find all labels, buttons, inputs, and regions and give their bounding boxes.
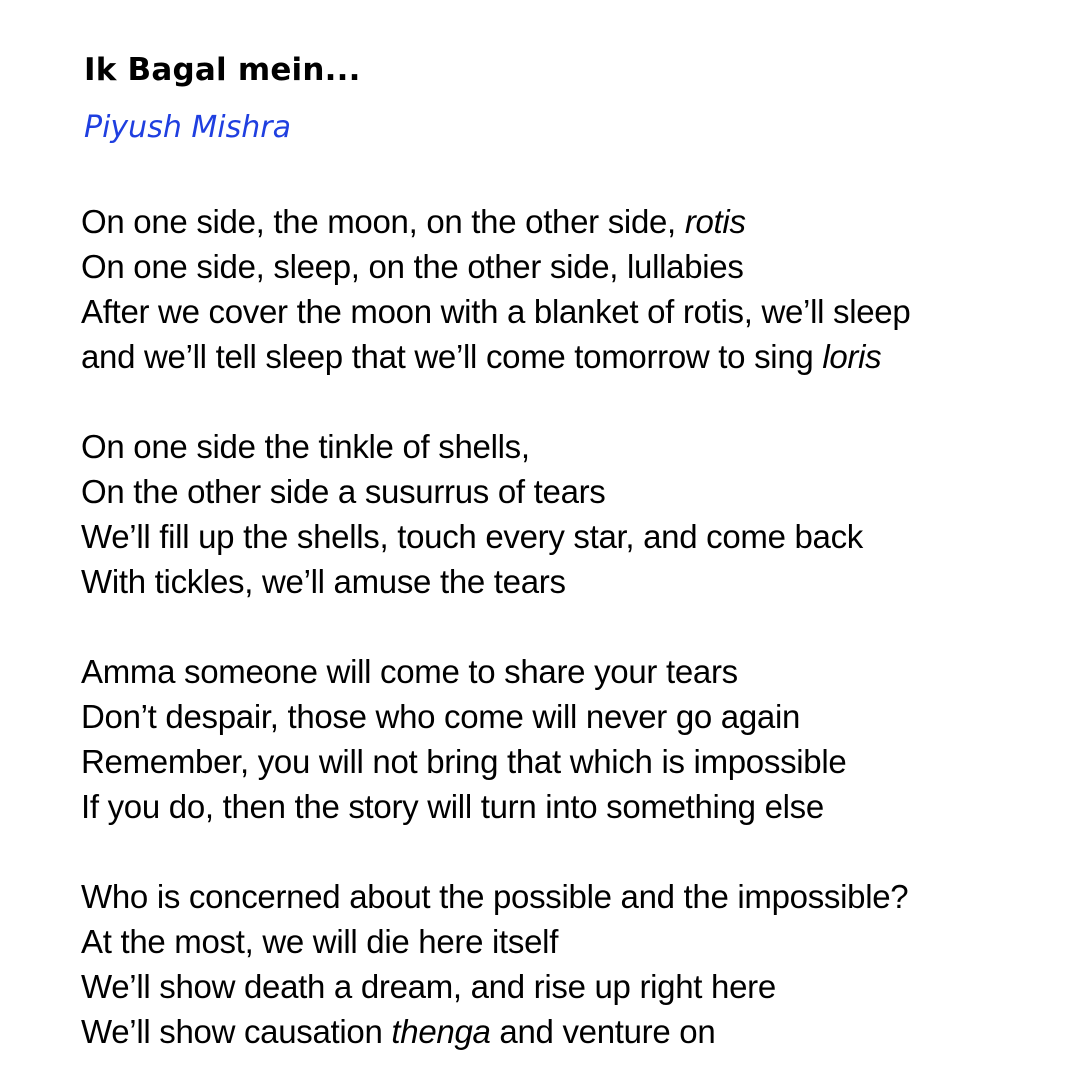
poem-line: After we cover the moon with a blanket of rotis, we’ll sleep [81,293,911,330]
italic-word: thenga [391,1013,491,1050]
line-text: We’ll show causation [81,1013,392,1050]
italic-word: loris [822,338,882,375]
stanza-1 [81,199,1071,379]
poem-line: At the most, we will die here itself [81,923,559,960]
poem-line: With tickles, we’ll amuse the tears [81,563,566,600]
line-text: On one side, the moon, on the other side, [81,203,685,240]
line-text-after: and venture on [490,1013,716,1050]
poem-line [81,199,1071,244]
poem-line: If you do, then the story will turn into something else [81,788,824,825]
line-text: and we’ll tell sleep that we’ll come tomorrow to sing [81,338,823,375]
poem-line [81,1009,1071,1054]
poem-line: We’ll show death a dream, and rise up right here [81,968,776,1005]
italic-word: rotis [684,203,746,240]
poem-line: On the other side a susurrus of tears [81,473,606,510]
poem-line: Don’t despair, those who come will never go again [81,698,801,735]
poem-line: Who is concerned about the possible and the impossible? [81,878,909,915]
stanza-3 [81,649,1071,829]
poem-line: Amma someone will come to share your tears [81,653,738,690]
stanza-4 [81,874,1071,1054]
poem-line: On one side the tinkle of shells, [81,428,530,465]
poem-line: Remember, you will not bring that which is impossible [81,743,847,780]
poem-line: We’ll fill up the shells, touch every star, and come back [81,518,864,555]
stanza-2 [81,424,1071,604]
poem-title: Ik Bagal mein... [84,52,361,88]
poem-line: On one side, sleep, on the other side, lullabies [81,248,744,285]
poem-line [81,334,1071,379]
poem-author: Piyush Mishra [84,110,291,145]
